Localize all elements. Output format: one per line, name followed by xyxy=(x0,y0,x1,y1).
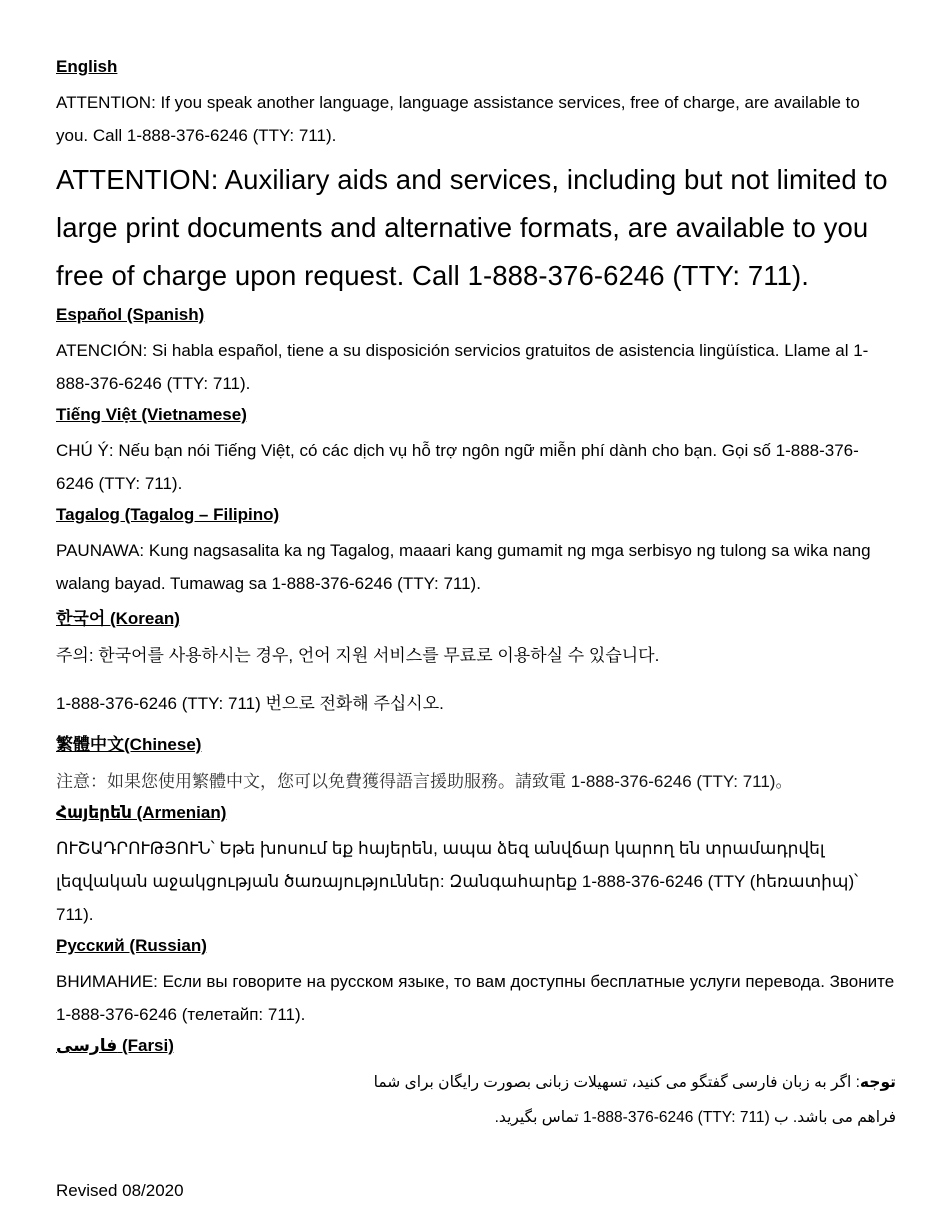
notice-document xyxy=(56,56,896,1135)
farsi-notice-line2: فراهم می باشد. ب (TTY: 711) 1-888-376-6246 تماس بگیرید. xyxy=(494,1109,896,1126)
vietnamese-notice: CHÚ Ý: Nếu bạn nói Tiếng Việt, có các dịch vụ hỗ trợ ngôn ngữ miễn phí dành cho bạn. Gọi số 1-888-376-6246 (TTY: 711). xyxy=(56,441,859,493)
korean-notice-line2: 1-888-376-6246 (TTY: 711) 번으로 전화해 주십시오. xyxy=(56,694,444,713)
heading-tagalog: Tagalog (Tagalog – Filipino) xyxy=(56,505,280,524)
heading-russian: Русский (Russian) xyxy=(56,936,207,955)
korean-notice-line1: 주의: 한국어를 사용하시는 경우, 언어 지원 서비스를 무료로 이용하실 수 있습니다. xyxy=(56,646,660,665)
heading-armenian: Հայերեն (Armenian) xyxy=(56,803,227,822)
revised-date: Revised 08/2020 xyxy=(56,1181,184,1200)
heading-spanish: Español (Spanish) xyxy=(56,305,205,324)
farsi-notice-text: : اگر به زبان فارسی گفتگو می کنید، تسهیلات زبانی بصورت رایگان برای شما xyxy=(373,1074,860,1091)
english-notice: ATTENTION: If you speak another language, language assistance services, free of charge, are available to you. Call 1-888-376-6246 (TTY: 711). xyxy=(56,93,860,145)
chinese-notice-text: 注意：如果您使用繁體中文，您可以免費獲得語言援助服務。請致電 xyxy=(56,772,566,791)
spanish-notice: ATENCIÓN: Si habla español, tiene a su disposición servicios gratuitos de asistencia lingüística. Llame al 1-888-376-6246 (TTY: 711). xyxy=(56,341,869,393)
armenian-notice: ՈՒՇԱԴՐՈՒԹՅՈՒՆ՝ Եթե խոսում եք հայերեն, ապա ձեզ անվճար կարող են տրամադրվել լեզվական աջակցության ծառայություններ: Զանգահարեք 1-888-376-6246 (TTY (հեռատիպ)՝ 711). xyxy=(56,839,859,924)
heading-vietnamese: Tiếng Việt (Vietnamese) xyxy=(56,405,247,424)
heading-korean: 한국어 (Korean) xyxy=(56,609,180,628)
chinese-notice-end: 。 xyxy=(775,772,793,791)
heading-farsi: فارسی (Farsi) xyxy=(56,1036,174,1055)
heading-english: English xyxy=(56,57,118,76)
tagalog-notice: PAUNAWA: Kung nagsasalita ka ng Tagalog, maaari kang gumamit ng mga serbisyo ng tulong sa wika nang walang bayad. Tumawag sa 1-888-376-6246 (TTY: 711). xyxy=(56,541,871,593)
farsi-notice-line1 xyxy=(56,1065,896,1100)
english-auxiliary-notice: ATTENTION: Auxiliary aids and services, including but not limited to large print documents and alternative formats, are available to you free of charge upon request. Call 1-888-376-6246 (TTY: 711). xyxy=(56,164,888,291)
heading-chinese: 繁體中文(Chinese) xyxy=(56,735,202,754)
farsi-attention-label: توجه xyxy=(859,1074,896,1091)
chinese-notice-number: 1-888-376-6246 (TTY: 711) xyxy=(566,772,776,791)
chinese-notice xyxy=(56,770,896,794)
russian-notice: ВНИМАНИЕ: Если вы говорите на русском языке, то вам доступны бесплатные услуги перевода. Звоните 1-888-376-6246 (телетайп: 711). xyxy=(56,972,895,1024)
